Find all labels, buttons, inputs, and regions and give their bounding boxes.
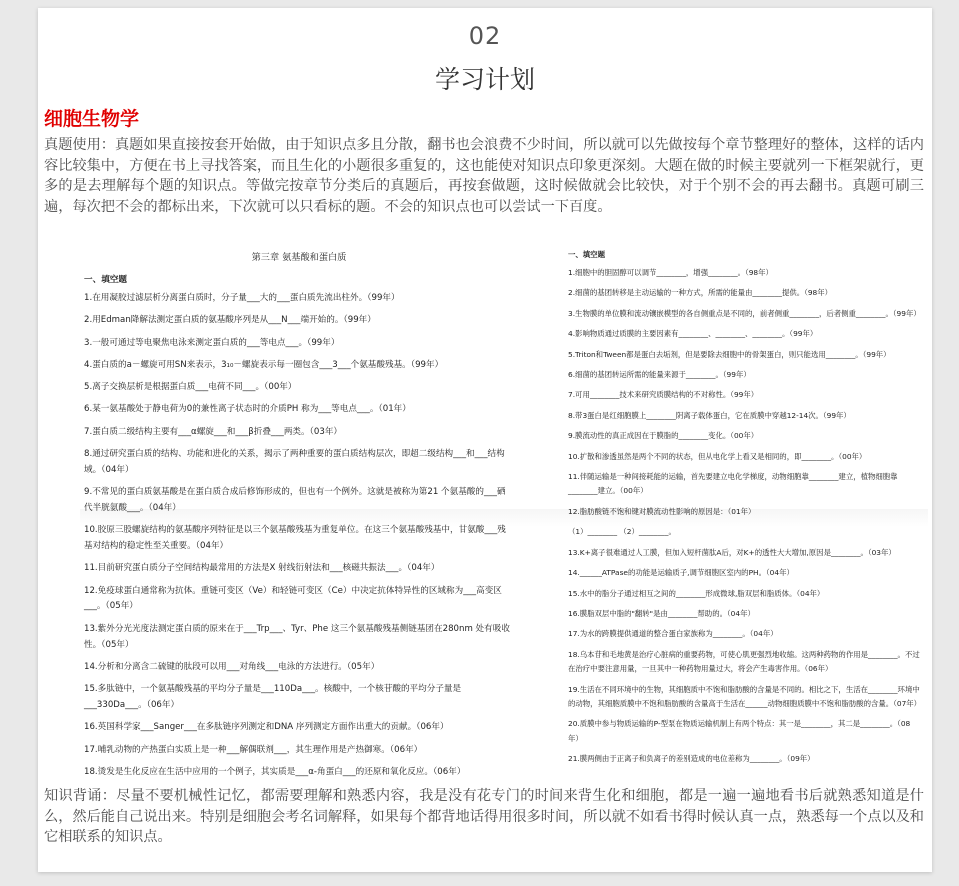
left-question: 14.分析和分离含二硫键的肽段可以用___对角线___电泳的方法进行。（05年） bbox=[84, 661, 380, 672]
left-question: 7.蛋白质二级结构主要有___α螺旋___和___β折叠___两类。（03年） bbox=[84, 426, 343, 437]
left-question: 3.一般可通过等电聚焦电泳来测定蛋白质的___等电点___。（99年） bbox=[84, 337, 340, 348]
right-section-title: 一、填空题 bbox=[568, 250, 605, 259]
right-question: 4.影响物质通过质膜的主要因素有________、________、________。（99年） bbox=[568, 329, 818, 339]
right-question: 8.带3蛋白是红细胞膜上________阴离子载体蛋白，它在质膜中穿越12-14次。（99年） bbox=[568, 410, 851, 420]
right-question: 20.质膜中参与物质运输的P-型泵在物质运输机制上有两个特点：其一是________，其二是________。（08年） bbox=[568, 719, 911, 743]
left-question-list bbox=[84, 291, 514, 781]
left-section-title: 一、填空题 bbox=[84, 275, 127, 285]
left-question: 9.不常见的蛋白质氨基酸是在蛋白质合成后修饰形成的，但也有一个例外。这就是被称为第21 个氨基酸的___硒代半胱氨酸___。（04年） bbox=[84, 487, 506, 513]
right-question: 5.Triton和Tween都是蛋白去垢剂，但是要除去细胞中的骨架蛋白，则只能选用________。（99年） bbox=[568, 349, 891, 359]
right-question: 11.伴随运输是一种间接耗能的运输，首先要建立电化学梯度，动物细胞靠________建立，植物细胞靠________建立。（00年） bbox=[568, 472, 898, 496]
left-question: 8.通过研究蛋白质的结构、功能和进化的关系，揭示了两种重要的蛋白质结构层次，即超二级结构___和___结构域。（04年） bbox=[84, 449, 505, 475]
subject-heading: 细胞生物学 bbox=[44, 108, 140, 130]
chapter-title: 第三章 氨基酸和蛋白质 bbox=[251, 252, 347, 263]
left-question: 15.多肽链中，一个氨基酸残基的平均分子量是___110Da___。核酸中，一个核苷酸的平均分子量是___330Da___。（06年） bbox=[84, 684, 462, 710]
left-question: 13.紫外分光光度法测定蛋白质的原来在于___Trp___、Tyr、Phe 这三个氨基酸残基侧链基团在280nm 处有吸收性。（05年） bbox=[84, 623, 510, 650]
left-question: 18.烫发是生化反应在生活中应用的一个例子，其实质是___α-角蛋白___的还原和氧化反应。（06年） bbox=[84, 766, 466, 777]
left-question: 11.目前研究蛋白质分子空间结构最常用的方法是X 射线衍射法和___核磁共振法___。（04年） bbox=[84, 563, 440, 574]
content-card bbox=[38, 8, 932, 872]
left-question: 16.英国科学家___Sanger___在多肽链序列测定和DNA 序列测定方面作出重大的贡献。（06年） bbox=[84, 722, 449, 733]
scanned-exam-image bbox=[80, 241, 928, 781]
right-question: 19.生活在不同环境中的生物，其细胞质中不饱和脂肪酸的含量是不同的。相比之下，生活在________环境中的动物，其细胞质膜中不饱和脂肪酸的含量高于生活在______动物细胞质膜中不饱和脂肪酸的含量。（07年） bbox=[568, 684, 922, 708]
right-question: 9.膜流动性的真正成因在于膜脂的________变化。（00年） bbox=[568, 431, 759, 441]
right-question: 1.细胞中的胆固醇可以调节________，增强________。（98年） bbox=[568, 268, 773, 277]
right-question-list bbox=[568, 266, 920, 767]
left-question: 4.蛋白质的a－螺旋可用SN来表示，3₁₀－螺旋表示每一圈包含___3___个氨基酸残基。（99年） bbox=[84, 359, 444, 370]
left-question: 6.某一氨基酸处于静电荷为0的兼性离子状态时的介质PH 称为___等电点___。（01年） bbox=[84, 404, 411, 415]
right-question: 12.脂肪酸链不饱和键对膜流动性影响的原因是：（01年） bbox=[568, 506, 756, 516]
right-question: 21.膜两侧由于正离子和负离子的差别造成的电位差称为________。（09年） bbox=[568, 754, 815, 764]
left-question: 2.用Edman降解法测定蛋白质的氨基酸序列是从___N___端开始的。（99年） bbox=[84, 315, 376, 326]
right-question: 16.膜脂双层中脂的"翻转"是由________帮助的。（04年） bbox=[568, 608, 755, 618]
right-question: 14.______ATPase的功能是运输质子,调节细胞区室内的PH。（04年） bbox=[568, 568, 794, 578]
right-question: 6.细菌的基团转运所需的能量来源于________。（99年） bbox=[568, 370, 751, 380]
right-question: 18.乌本苷和毛地黄是治疗心脏病的重要药物，可使心肌更强烈地收缩。这两种药物的作用是________。不过在治疗中要注意用量，一旦其中一种药物用量过大，将会产生毒害作用。（06年） bbox=[568, 649, 920, 674]
section-title: 学习计划 bbox=[434, 65, 535, 94]
right-question: 17.为水的跨膜提供通道的整合蛋白家族称为________。（04年） bbox=[568, 629, 778, 639]
right-question: 7.可用________技术来研究质膜结构的不对称性。（99年） bbox=[568, 390, 759, 400]
right-exam-page bbox=[568, 249, 920, 773]
left-question: 12.免疫球蛋白通常称为抗体。重链可变区（Ve）和轻链可变区（Ce）中决定抗体特异性的区域称为___高变区___。（05年） bbox=[84, 585, 502, 612]
memorize-paragraph: 知识背诵：尽量不要机械性记忆，都需要理解和熟悉内容，我是没有花专门的时间来背生化和细胞，都是一遍一遍地看书后就熟悉知道是什么，然后能自己说出来。特别是细胞会考名词解释，如果每个都背地话得用很多时间，所以就不如看书得时候认真一点，熟悉每一个点以及和它相联系的知识点。 bbox=[44, 788, 924, 845]
right-question: 15.水中的脂分子通过相互之间的________形成微球,脂双层和脂质体。（04年） bbox=[568, 588, 825, 598]
left-question: 5.离子交换层析是根据蛋白质___电荷不同___。（00年） bbox=[84, 382, 297, 393]
right-question: 3.生物膜的单位膜和流动镶嵌模型的各自侧重点是不同的，前者侧重________，后者侧重________。（99年） bbox=[568, 308, 921, 318]
left-question: 10.胶原三股螺旋结构的氨基酸序列特征是以三个氨基酸残基为重复单位。在这三个氨基酸残基中，甘氨酸___残基对结构的稳定性至关重要。（04年） bbox=[84, 525, 506, 552]
left-question: 1.在用凝胶过滤层析分离蛋白质时，分子量___大的___蛋白质先流出柱外。（99年） bbox=[84, 293, 400, 303]
right-question: 13.K+离子很难通过人工膜，但加入短杆菌肽A后，对K+的透性大大增加,原因是________。（03年） bbox=[568, 547, 896, 557]
section-number: 02 bbox=[468, 22, 502, 50]
right-question: 10.扩散和渗透虽然是两个不同的状态，但从电化学上看又是相同的，即________。（00年） bbox=[568, 451, 867, 461]
left-question: 17.哺乳动物的产热蛋白实质上是一种___解偶联剂___，其生理作用是产热御寒。（06年） bbox=[84, 744, 423, 755]
right-question: （1）________ （2）________。 bbox=[568, 527, 676, 537]
exam-use-paragraph: 真题使用：真题如果直接按套开始做，由于知识点多且分散，翻书也会浪费不少时间，所以就可以先做按每个章节整理好的整体，这样的话内容比较集中，方便在书上寻找答案，而且生化的小题很多重复的，这也能使对知识点印象更深刻。大题在做的时候主要就列一下框架就行，更多的是去理解每个题的知识点。等做完按章节分类后的真题后，再按套做题，这时候做就会比较快，对于个别不会的再去翻书。真题可刷三遍，每次把不会的都标出来，下次就可以只看标的题。不会的知识点也可以尝试一下百度。 bbox=[44, 137, 924, 215]
left-exam-page bbox=[84, 249, 514, 781]
right-question: 2.细菌的基团转移是主动运输的一种方式，所需的能量由________提供。（98年） bbox=[568, 288, 833, 298]
